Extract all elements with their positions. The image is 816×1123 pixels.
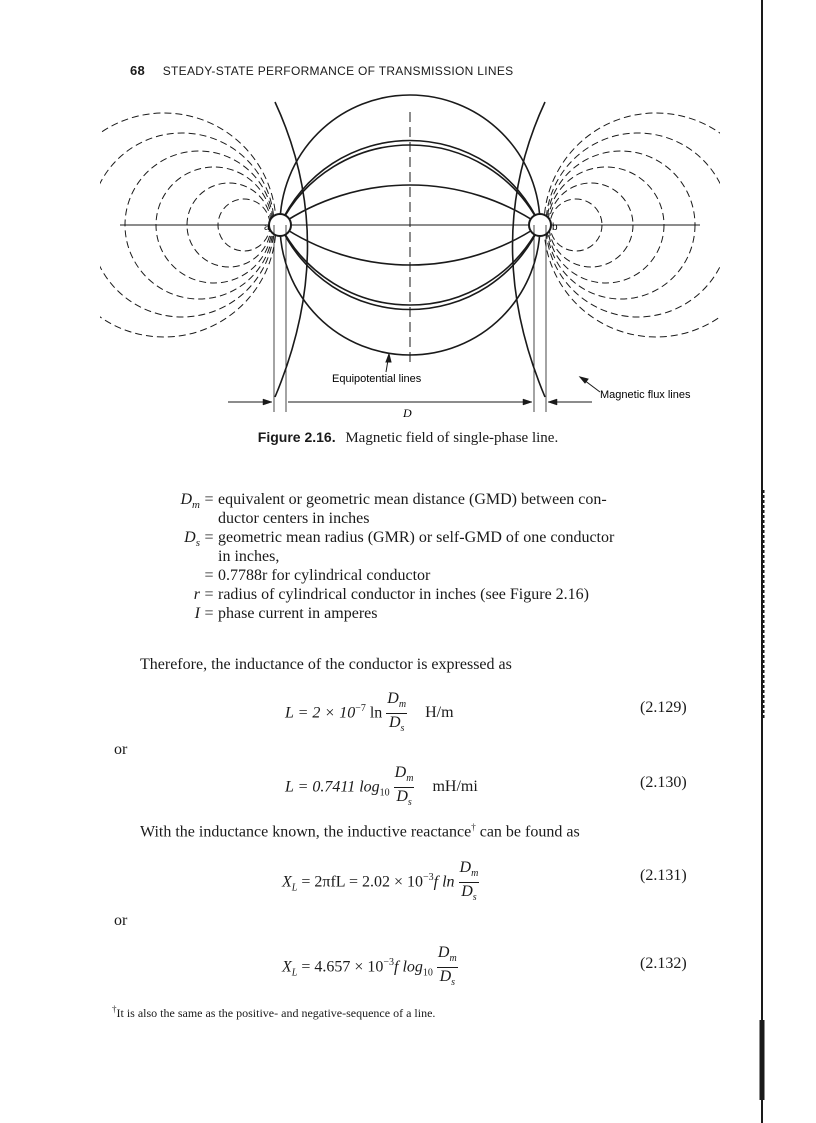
definition-text: phase current in amperes	[218, 605, 378, 622]
flux-line	[275, 102, 308, 397]
magnetic-field-figure	[100, 92, 720, 422]
running-header	[130, 63, 513, 78]
flux-line	[280, 141, 540, 225]
flux-line	[280, 225, 540, 355]
definition-symbol: I	[194, 605, 200, 622]
definition-row: = 0.7788r for cylindrical conductor	[150, 566, 720, 585]
distance-label: D	[403, 406, 412, 420]
page-number: 68	[130, 63, 146, 78]
definition-row: r = radius of cylindrical conductor in inches (see Figure 2.16)	[150, 585, 720, 604]
paragraph-therefore: Therefore, the inductance of the conductor is expressed as	[140, 656, 512, 673]
figure-caption	[0, 429, 816, 447]
equation-2-131: $X_L = 2\pi fL = 2.02 \times 10^{-3}f$ ln $\frac{D_m}{D_s}$	[282, 859, 479, 904]
connective-or: or	[114, 912, 128, 929]
conductor-b-label: b	[552, 222, 558, 233]
definition-symbol: $D_m$	[180, 491, 200, 512]
flux-line	[513, 102, 546, 397]
figure-caption-text: Magnetic field of single-phase line.	[345, 430, 559, 446]
definition-symbol: r	[193, 586, 200, 603]
definition-text: radius of cylindrical conductor in inches (see Figure 2.16)	[218, 586, 589, 603]
definition-text: 0.7788r for cylindrical conductor	[218, 567, 431, 584]
definition-text: equivalent or geometric mean distance (GMD) between con-	[218, 491, 607, 508]
definition-row: I = phase current in amperes	[150, 604, 720, 623]
arrow-head	[386, 354, 391, 362]
connective-or: or	[114, 741, 128, 758]
equation-number: (2.130)	[640, 774, 687, 791]
definition-row: $D_s$ = geometric mean radius (GMR) or self-GMD of one conductor in inches,	[150, 528, 720, 566]
conductor-b	[529, 214, 551, 236]
running-title: STEADY-STATE PERFORMANCE OF TRANSMISSION LINES	[162, 64, 514, 78]
equation-number: (2.132)	[640, 955, 687, 972]
equation-2-132: $X_L = 4.657 \times 10^{-3}f$ $\log_{10}$ $\frac{D_m}{D_s}$	[282, 944, 457, 989]
definition-symbol: $D_s$	[184, 529, 200, 550]
flux-line	[280, 225, 540, 265]
equation-2-129: $L = 2 \times 10^{-7}$ ln $\frac{D_m}{D_s}$ H/m	[285, 690, 454, 735]
equation-number: (2.129)	[640, 699, 687, 716]
footnote: †It is also the same as the positive- and negative-sequence of a line.	[112, 1004, 436, 1020]
definition-symbol	[150, 566, 200, 585]
page-edge-scan-artifact	[759, 0, 765, 1123]
equipotential-lines-label: Equipotential lines	[332, 373, 422, 385]
conductor-a-label: a	[264, 222, 270, 233]
equation-2-130: L = 0.7411 $\log_{10}$ $\frac{D_m}{D_s}$ mH/mi	[285, 764, 478, 809]
equation-number: (2.131)	[640, 867, 687, 884]
figure-number: Figure 2.16.	[257, 429, 336, 445]
flux-lines-label: Magnetic flux lines	[600, 389, 691, 401]
field-diagram	[100, 92, 720, 422]
arrow-head	[548, 399, 557, 405]
definition-row: $D_m$ = equivalent or geometric mean distance (GMD) between con- ductor centers in inches	[150, 490, 720, 528]
arrow-head	[263, 399, 272, 405]
conductor-a	[269, 214, 291, 236]
definitions-list	[150, 490, 720, 623]
definition-text: geometric mean radius (GMR) or self-GMD of one conductor	[218, 529, 615, 546]
arrow-head	[523, 399, 532, 405]
paragraph-with-inductance: With the inductance known, the inductive reactance† can be found as	[140, 822, 580, 841]
